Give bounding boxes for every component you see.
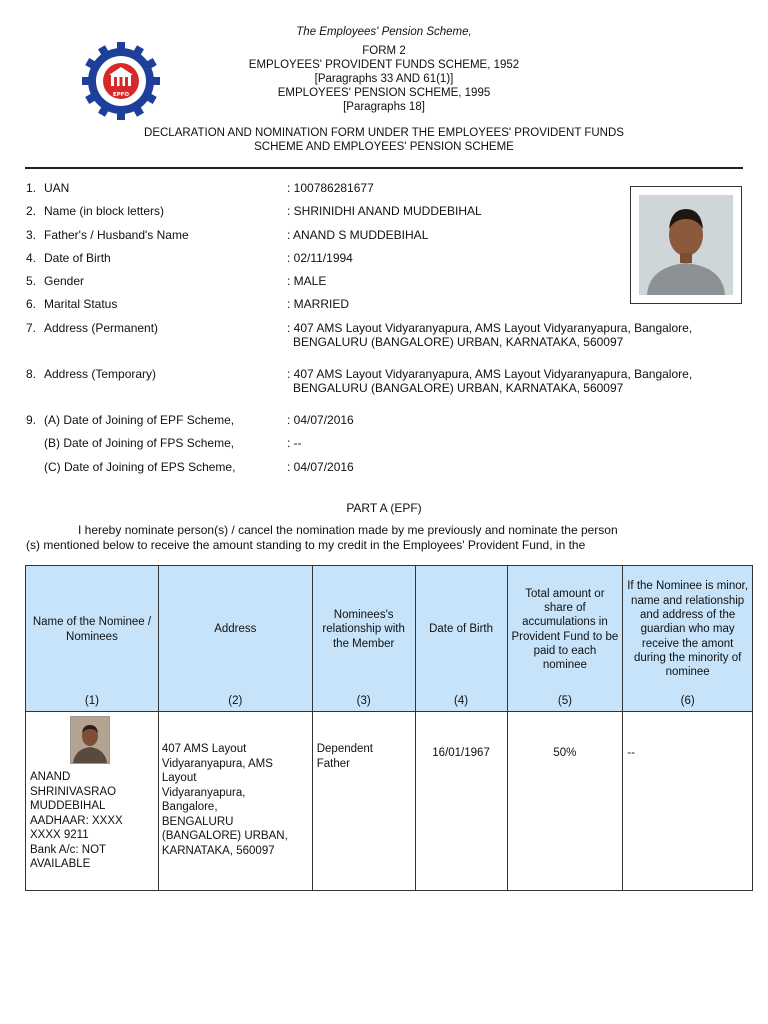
eps-scheme-title: EMPLOYEES' PENSION SCHEME, 1995 [277, 87, 491, 99]
field-dob: 4. Date of Birth : 02/11/1994 [26, 251, 353, 265]
header-share: Total amount or share of accumulations in Provident Fund to be paid to each nominee (5) [507, 566, 623, 712]
cell-dob: 16/01/1967 [415, 712, 507, 891]
nomination-paragraph-line1: I hereby nominate person(s) / cancel the nomination made by me previously and nominate the person [78, 523, 618, 537]
epfo-logo [80, 40, 162, 122]
paragraphs-ref-1: [Paragraphs 33 AND 61(1)] [314, 73, 454, 85]
epf-scheme-title: EMPLOYEES' PROVIDENT FUNDS SCHEME, 1952 [248, 59, 520, 71]
header-divider [25, 167, 743, 169]
field-name: 2. Name (in block letters) : SHRINIDHI ANAND MUDDEBIHAL [26, 204, 482, 218]
part-a-title: PART A (EPF) [346, 501, 422, 515]
nominee-photo [70, 716, 110, 764]
cell-guardian: -- [623, 712, 753, 891]
paragraphs-ref-2: [Paragraphs 18] [343, 101, 425, 113]
cell-address: 407 AMS Layout Vidyaranyapura, AMS Layout Vidyaranyapura, Bangalore, BENGALURU (BANGALORE) URBAN, KARNATAKA, 560097 [158, 712, 312, 891]
field-doj-eps: (C) Date of Joining of EPS Scheme, : 04/07/2016 [44, 460, 354, 474]
svg-text:EPFO: EPFO [112, 92, 130, 98]
declaration-title-line1: DECLARATION AND NOMINATION FORM UNDER THE EMPLOYEES' PROVIDENT FUNDS [144, 127, 624, 139]
field-marital-status: 6. Marital Status : MARRIED [26, 297, 350, 311]
header-relationship: Nominees's relationship with the Member (3) [312, 566, 415, 712]
table-row [26, 712, 753, 891]
declaration-title-line2: SCHEME AND EMPLOYEES' PENSION SCHEME [254, 141, 514, 153]
nomination-table [25, 565, 753, 891]
header-guardian: If the Nominee is minor, name and relationship and address of the guardian who may receive the amont during the minority of nominee (6) [623, 566, 753, 712]
scheme-title: The Employees' Pension Scheme, [296, 26, 472, 38]
header-nominee-name: Name of the Nominee / Nominees (1) [26, 566, 159, 712]
header-dob: Date of Birth (4) [415, 566, 507, 712]
header-address: Address (2) [158, 566, 312, 712]
cell-relationship: Dependent Father [312, 712, 415, 891]
cell-nominee-name: ANAND SHRINIVASRAO MUDDEBIHAL AADHAAR: XXXX XXXX 9211 Bank A/c: NOT AVAILABLE [26, 712, 159, 891]
field-doj-fps: (B) Date of Joining of FPS Scheme, : -- [44, 436, 302, 450]
cell-share: 50% [507, 712, 623, 891]
field-doj-epf: 9. (A) Date of Joining of EPF Scheme, : 04/07/2016 [26, 413, 354, 427]
form-number: FORM 2 [362, 45, 406, 57]
nomination-paragraph-line2: (s) mentioned below to receive the amount standing to my credit in the Employees' Provident Fund, in the [26, 538, 586, 552]
field-address-temporary: 8. Address (Temporary) : 407 AMS Layout Vidyaranyapura, AMS Layout Vidyaranyapura, Bangalore, BENGALURU (BANGALORE) URBAN, KARNATAKA, 560097 [26, 367, 693, 395]
field-uan: 1. UAN : 100786281677 [26, 181, 374, 195]
field-gender: 5. Gender : MALE [26, 274, 327, 288]
field-father-name: 3. Father's / Husband's Name : ANAND S MUDDEBIHAL [26, 228, 429, 242]
field-address-permanent: 7. Address (Permanent) : 407 AMS Layout Vidyaranyapura, AMS Layout Vidyaranyapura, Bangalore, BENGALURU (BANGALORE) URBAN, KARNATAKA, 560097 [26, 321, 693, 349]
